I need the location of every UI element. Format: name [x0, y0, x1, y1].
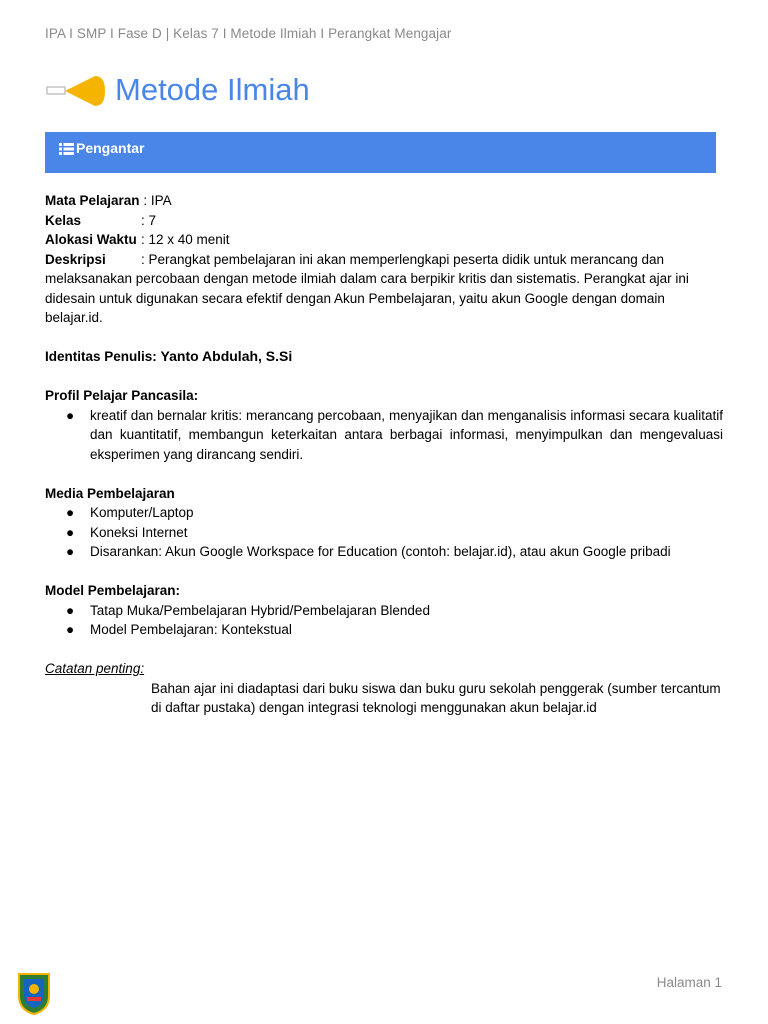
info-subject-key: Mata Pelajaran: [45, 193, 140, 208]
info-subject-value: : IPA: [143, 193, 172, 208]
breadcrumb: IPA I SMP I Fase D | Kelas 7 I Metode Ilmiah I Perangkat Mengajar: [45, 26, 452, 41]
info-class-value: : 7: [141, 212, 157, 228]
list-item: ● Model Pembelajaran: Kontekstual: [66, 622, 292, 637]
document-body: [45, 191, 723, 718]
page-title: Metode Ilmiah: [115, 72, 310, 107]
page-number: Halaman 1: [656, 975, 722, 990]
list-item: ● kreatif dan bernalar kritis: merancang percobaan, menyajikan dan menganalisis informasi secara kualitatif dan kuantitatif, membangun keterkaitan antara berbagai informasi, menyimpulkan dan mengevaluasi eksperimen yang dirancang sendiri.: [45, 406, 723, 465]
list-item: ● Koneksi Internet: [66, 524, 188, 540]
info-desc-rest: melaksanakan percobaan dengan metode ilmiah dalam cara berpikir kritis dan sistematis. Perangkat ajar ini didesain untuk digunakan secara efektif dengan Akun Pembelajaran, yaitu akun Google dengan domain belajar.id.: [45, 271, 689, 325]
info-time: [45, 230, 723, 250]
author-name: Yanto Abdulah, S.Si: [160, 348, 293, 364]
profile-list: [45, 406, 723, 465]
info-time-value: : 12 x 40 menit: [141, 232, 230, 247]
media-list: [45, 503, 723, 562]
list-item: ● Komputer/Laptop: [66, 505, 194, 520]
author-label: Identitas Penulis:: [45, 349, 157, 364]
model-item-text: Model Pembelajaran: Kontekstual: [90, 622, 292, 637]
info-class-key: Kelas: [45, 212, 82, 228]
section-label: Pengantar: [76, 140, 145, 156]
note-text: Bahan ajar ini diadaptasi dari buku siswa dan buku guru sekolah penggerak (sumber tercantum di daftar pustaka) dengan integrasi teknologi menggunakan akun belajar.id: [151, 680, 721, 715]
school-emblem-icon: [16, 970, 52, 1016]
section-header-pengantar: [45, 132, 716, 173]
list-icon: [59, 142, 74, 156]
profile-title: Profil Pelajar Pancasila:: [45, 388, 199, 403]
megaphone-icon: [45, 72, 109, 110]
title-row: [45, 70, 725, 114]
info-subject: [45, 191, 723, 211]
info-time-key: Alokasi Waktu: [45, 232, 137, 247]
info-desc-line1: : Perangkat pembelajaran ini akan memperlengkapi peserta didik untuk merancang dan: [141, 251, 665, 267]
info-description: [45, 250, 723, 328]
author-identity: [45, 347, 723, 367]
model-title: Model Pembelajaran:: [45, 583, 181, 598]
media-item-text: Koneksi Internet: [90, 524, 188, 540]
media-title: Media Pembelajaran: [45, 485, 175, 501]
media-item-text: Disarankan: Akun Google Workspace for Education (contoh: belajar.id), atau akun Google pribadi: [90, 544, 671, 559]
list-item: ● Disarankan: Akun Google Workspace for Education (contoh: belajar.id), atau akun Google pribadi: [66, 544, 671, 559]
profile-item-text: kreatif dan bernalar kritis: merancang percobaan, menyajikan dan menganalisis informasi secara kualitatif dan kuantitatif, membangun keterkaitan antara berbagai informasi, menyimpulkan dan mengevaluasi eksperimen yang dirancang sendiri.: [90, 407, 723, 462]
model-list: [45, 601, 723, 640]
media-item-text: Komputer/Laptop: [90, 505, 194, 520]
note-label: Catatan penting:: [45, 661, 145, 676]
info-class: [45, 211, 723, 231]
info-desc-key: Deskripsi: [45, 251, 106, 267]
model-item-text: Tatap Muka/Pembelajaran Hybrid/Pembelajaran Blended: [90, 602, 430, 618]
list-item: ● Tatap Muka/Pembelajaran Hybrid/Pembelajaran Blended: [66, 602, 430, 618]
